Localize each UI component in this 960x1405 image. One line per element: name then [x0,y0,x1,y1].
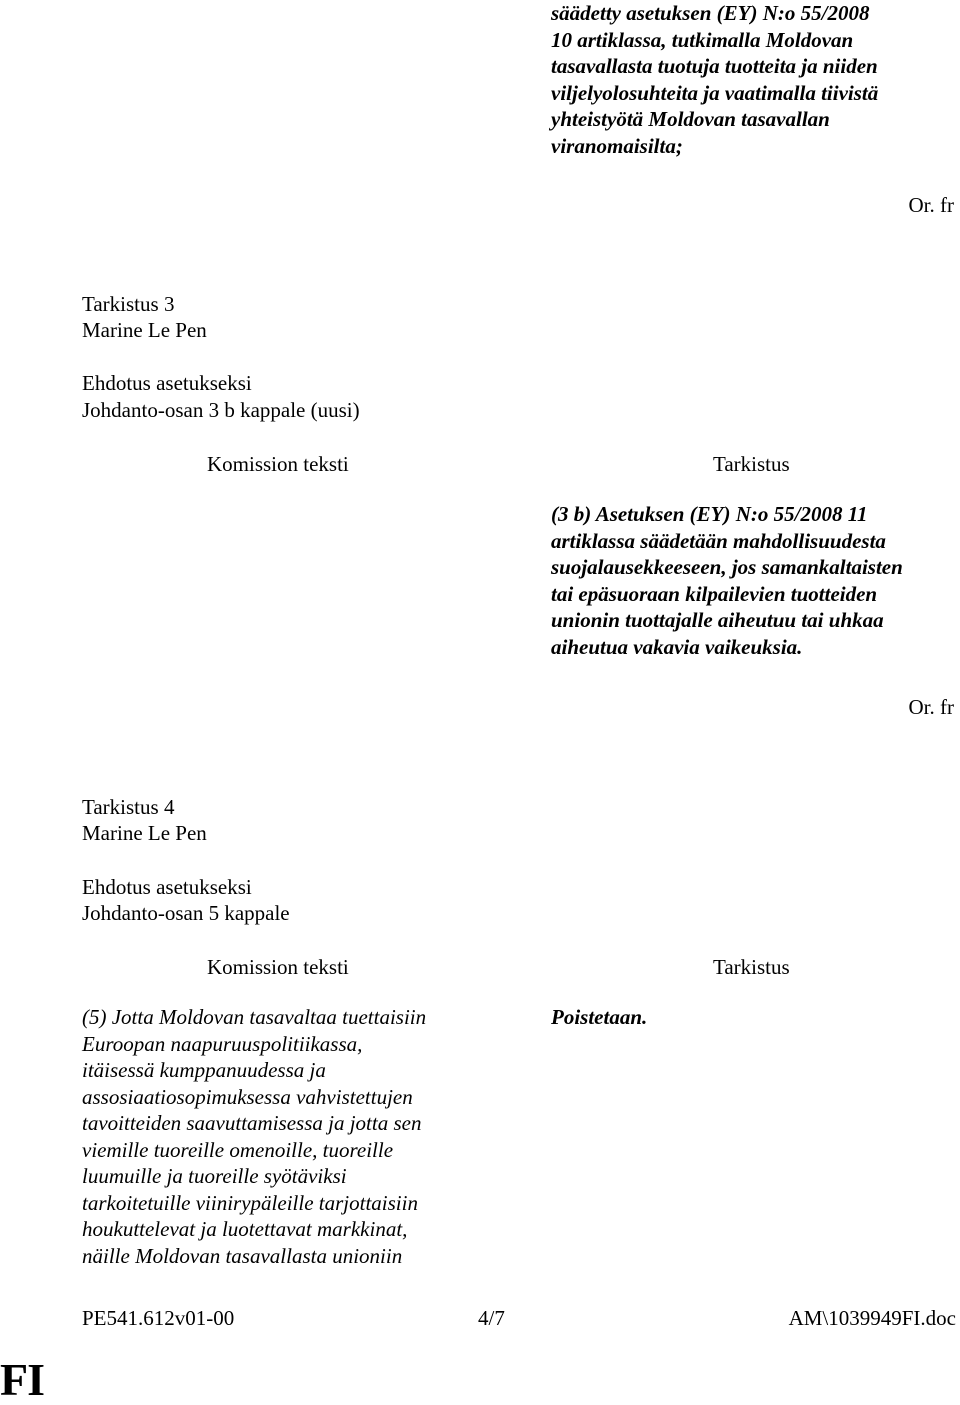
text-line: artiklassa säädetään mahdollisuudesta [551,528,886,553]
amendment-text [551,501,951,660]
text-line: Euroopan naapuruuspolitiikassa, [82,1031,363,1056]
text-line: Poistetaan. [551,1005,648,1029]
text-line: 10 artiklassa, tutkimalla Moldovan [551,27,854,52]
text-line: (5) Jotta Moldovan tasavaltaa tuettaisiin [82,1005,427,1029]
column-header-commission: Komission teksti [207,452,349,476]
footer-file-name: AM\1039949FI.doc [788,1306,956,1330]
text-line: viljelyolosuhteita ja vaatimalla tiivistä [551,80,879,105]
footer-page-number: 4/7 [478,1306,505,1330]
proposal-type: Ehdotus asetukseksi [82,371,252,395]
amendment-number: Tarkistus 3 [82,292,175,316]
text-line: viranomaisilta; [551,133,683,158]
amendment-author: Marine Le Pen [82,821,207,845]
amendment-reference: Johdanto-osan 3 b kappale (uusi) [82,398,360,422]
text-line: tai epäsuoraan kilpailevien tuotteiden [551,581,878,606]
text-line: tavoitteiden saavuttamisessa ja jotta sen [82,1111,422,1135]
text-line: tarkoitetuille viinirypäleille tarjottaisiin [82,1190,418,1215]
text-line: viemille tuoreille omenoille, tuoreille [82,1137,394,1162]
text-line: itäisessä kumppanuudessa ja [82,1058,326,1082]
amendment-author: Marine Le Pen [82,318,207,342]
text-line: suojalausekkeeseen, jos samankaltaisten [551,555,903,579]
text-line: assosiaatiosopimuksessa vahvistettujen [82,1084,413,1109]
continued-amendment-text [551,0,951,159]
text-line: yhteistyötä Moldovan tasavallan [551,107,830,131]
text-line: säädetty asetuksen (EY) N:o 55/2008 [551,1,870,25]
column-header-amendment: Tarkistus [713,452,790,476]
text-line: näille Moldovan tasavallasta unioniin [82,1243,403,1268]
text-line: (3 b) Asetuksen (EY) N:o 55/2008 11 [551,502,868,526]
language-code: FI [0,1354,44,1405]
column-header-amendment: Tarkistus [713,955,790,979]
text-line: houkuttelevat ja luotettavat markkinat, [82,1217,408,1241]
text-line: tasavallasta tuotuja tuotteita ja niiden [551,54,878,78]
commission-text [82,1004,482,1269]
footer-doc-ref: PE541.612v01-00 [82,1306,235,1330]
text-line: aiheutua vakavia vaikeuksia. [551,634,803,659]
original-language-label: Or. fr [908,193,954,217]
original-language-label: Or. fr [908,695,954,719]
column-header-commission: Komission teksti [207,955,349,979]
amendment-number: Tarkistus 4 [82,795,175,819]
amendment-text [551,1004,951,1031]
text-line: unionin tuottajalle aiheutuu tai uhkaa [551,608,884,632]
amendment-reference: Johdanto-osan 5 kappale [82,901,290,925]
proposal-type: Ehdotus asetukseksi [82,875,252,899]
text-line: luumuille ja tuoreille syötäviksi [82,1164,347,1188]
